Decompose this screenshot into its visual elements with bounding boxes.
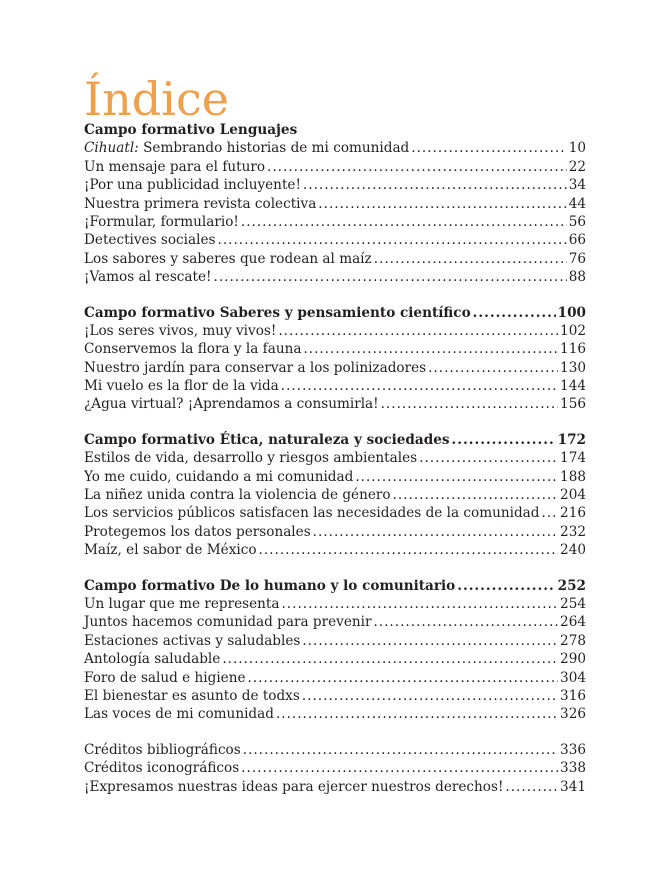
toc-entry[interactable] bbox=[84, 705, 586, 723]
toc-entry-text: ¡Los seres vivos, muy vivos! bbox=[84, 322, 277, 339]
toc-entry-text: Un mensaje para el futuro bbox=[84, 158, 266, 175]
toc-entry-page: 326 bbox=[560, 706, 586, 723]
section-heading-label: Campo formativo Lenguajes bbox=[84, 122, 298, 138]
toc-entry-page: 341 bbox=[560, 778, 586, 795]
toc-section bbox=[84, 741, 586, 796]
toc-entry-page: 316 bbox=[560, 687, 586, 704]
toc-entry-text: Créditos iconográficos bbox=[84, 760, 240, 777]
toc-entry-text: Sembrando historias de mi comunidad bbox=[138, 140, 410, 157]
toc-entry[interactable] bbox=[84, 595, 586, 613]
toc-entry-text: ¡Vamos al rescate! bbox=[84, 269, 212, 286]
toc-entry-text: Antología saludable bbox=[84, 651, 221, 668]
dot-leader bbox=[428, 359, 558, 377]
dot-leader bbox=[411, 139, 566, 157]
toc-entry-text: Estaciones activas y saludables bbox=[84, 632, 301, 649]
toc-entry[interactable] bbox=[84, 759, 586, 777]
toc-entry-text: ¡Por una publicidad incluyente! bbox=[84, 177, 301, 194]
section-heading-label: Campo formativo De lo humano y lo comunitario bbox=[84, 577, 456, 594]
toc-entry[interactable] bbox=[84, 322, 586, 340]
toc-entry[interactable] bbox=[84, 632, 586, 650]
section-heading-page: 100 bbox=[557, 304, 586, 321]
toc-entry[interactable] bbox=[84, 377, 586, 395]
toc-entry-italic-prefix: Cihuatl: bbox=[84, 140, 139, 157]
toc-entry[interactable] bbox=[84, 741, 586, 759]
toc-entry-label bbox=[84, 613, 371, 631]
toc-entry-page: 204 bbox=[560, 487, 586, 504]
toc-entry[interactable] bbox=[84, 139, 586, 157]
toc-entry[interactable] bbox=[84, 650, 586, 668]
toc-entry[interactable] bbox=[84, 395, 586, 413]
toc-entry[interactable] bbox=[84, 541, 586, 559]
toc-entry-text: Nuestro jardín para conservar a los polinizadores bbox=[84, 359, 427, 376]
section-heading-page: 172 bbox=[557, 431, 586, 448]
toc-section bbox=[84, 431, 586, 560]
dot-leader bbox=[373, 613, 558, 631]
section-heading-label: Campo formativo Saberes y pensamiento científico bbox=[84, 304, 471, 321]
dot-leader bbox=[313, 523, 558, 541]
dot-leader bbox=[243, 741, 558, 759]
toc-entry-page: 130 bbox=[560, 359, 586, 376]
toc-entry-page: 216 bbox=[560, 505, 586, 522]
toc-entry[interactable] bbox=[84, 213, 586, 231]
dot-leader bbox=[302, 687, 558, 705]
dot-leader bbox=[276, 705, 558, 723]
toc-entry-label bbox=[84, 395, 379, 413]
dot-leader bbox=[278, 322, 558, 340]
dot-leader bbox=[457, 577, 555, 595]
dot-leader bbox=[374, 250, 567, 268]
toc-entry-text: Yo me cuido, cuidando a mi comunidad bbox=[84, 468, 354, 485]
toc-entry-text: Maíz, el sabor de México bbox=[84, 542, 257, 559]
toc-entry-label bbox=[84, 468, 353, 486]
toc-entry[interactable] bbox=[84, 468, 586, 486]
dot-leader bbox=[241, 759, 558, 777]
section-heading-page: 252 bbox=[557, 577, 586, 594]
toc-entry-label bbox=[84, 541, 257, 559]
toc-entry-label bbox=[84, 377, 279, 395]
toc-entry-page: 278 bbox=[560, 632, 586, 649]
toc-entry-page: 102 bbox=[560, 322, 586, 339]
toc-entry[interactable] bbox=[84, 486, 586, 504]
dot-leader bbox=[318, 195, 566, 213]
toc-entry[interactable] bbox=[84, 176, 586, 194]
toc-entry-text: Las voces de mi comunidad bbox=[84, 706, 274, 723]
section-heading[interactable] bbox=[84, 304, 586, 322]
toc-entry-text: Estilos de vida, desarrollo y riesgos ambientales bbox=[84, 450, 418, 467]
toc-entry-page: 56 bbox=[568, 213, 586, 230]
toc-entry-label bbox=[84, 523, 311, 541]
dot-leader bbox=[473, 304, 556, 322]
dot-leader bbox=[303, 176, 567, 194]
toc-entry-page: 188 bbox=[560, 468, 586, 485]
toc-entry-page: 144 bbox=[560, 378, 586, 395]
toc-entry-page: 66 bbox=[568, 232, 586, 249]
toc-entry[interactable] bbox=[84, 449, 586, 467]
toc-entry-label bbox=[84, 504, 539, 522]
toc-entry-label bbox=[84, 322, 276, 340]
toc-entry-text: ¿Agua virtual? ¡Aprendamos a consumirla! bbox=[84, 396, 379, 413]
dot-leader bbox=[541, 504, 558, 522]
dot-leader bbox=[259, 541, 559, 559]
toc-entry-page: 156 bbox=[560, 396, 586, 413]
toc-entry-text: Conservemos la flora y la fauna bbox=[84, 341, 302, 358]
toc-entry-label bbox=[84, 669, 246, 687]
toc-entry-page: 174 bbox=[560, 450, 586, 467]
toc-section bbox=[84, 577, 586, 724]
toc-entry[interactable] bbox=[84, 778, 586, 796]
toc-entry-label bbox=[84, 340, 301, 358]
toc-entry-label bbox=[84, 778, 503, 796]
toc-entry-label bbox=[84, 213, 239, 231]
dot-leader bbox=[393, 486, 558, 504]
dot-leader bbox=[303, 340, 558, 358]
dot-leader bbox=[505, 778, 558, 796]
toc-entry-text: Nuestra primera revista colectiva bbox=[84, 195, 317, 212]
dot-leader bbox=[281, 377, 558, 395]
section-heading-label: Campo formativo Ética, naturaleza y sociedades bbox=[84, 431, 450, 448]
toc-entry[interactable] bbox=[84, 359, 586, 377]
toc-entry-text: La niñez unida contra la violencia de género bbox=[84, 487, 391, 504]
toc-entry-label bbox=[84, 250, 372, 268]
toc-entry-label bbox=[84, 195, 316, 213]
toc-entry-page: 44 bbox=[568, 195, 586, 212]
dot-leader bbox=[419, 449, 558, 467]
table-of-contents bbox=[84, 121, 586, 813]
toc-section bbox=[84, 121, 586, 287]
toc-entry-page: 22 bbox=[568, 158, 586, 175]
toc-entry-page: 240 bbox=[560, 542, 586, 559]
toc-entry-page: 88 bbox=[568, 269, 586, 286]
toc-entry-label bbox=[84, 359, 426, 377]
toc-entry[interactable] bbox=[84, 613, 586, 631]
dot-leader bbox=[452, 431, 556, 449]
toc-entry-text: Créditos bibliográficos bbox=[84, 741, 241, 758]
toc-entry[interactable] bbox=[84, 687, 586, 705]
toc-entry-label bbox=[84, 687, 300, 705]
toc-entry-label bbox=[84, 176, 301, 194]
toc-entry-label bbox=[84, 268, 212, 286]
toc-entry-text: ¡Formular, formulario! bbox=[84, 213, 239, 230]
toc-entry-text: Detectives sociales bbox=[84, 232, 216, 249]
toc-entry-label bbox=[84, 486, 391, 504]
toc-entry-text: Juntos hacemos comunidad para prevenir bbox=[84, 614, 372, 631]
toc-entry-page: 336 bbox=[560, 741, 586, 758]
section-heading[interactable] bbox=[84, 121, 586, 139]
toc-entry-text: Mi vuelo es la flor de la vida bbox=[84, 378, 279, 395]
toc-entry-label bbox=[84, 139, 409, 157]
toc-entry[interactable] bbox=[84, 268, 586, 286]
toc-section bbox=[84, 304, 586, 414]
toc-entry-text: ¡Expresamos nuestras ideas para ejercer nuestros derechos! bbox=[84, 778, 504, 795]
dot-leader bbox=[222, 650, 558, 668]
toc-entry-page: 290 bbox=[560, 651, 586, 668]
toc-entry-label bbox=[84, 759, 239, 777]
section-heading[interactable] bbox=[84, 431, 586, 449]
toc-entry[interactable] bbox=[84, 195, 586, 213]
toc-entry-text: Foro de salud e higiene bbox=[84, 669, 246, 686]
dot-leader bbox=[248, 669, 559, 687]
dot-leader bbox=[302, 632, 558, 650]
toc-entry-page: 76 bbox=[568, 250, 586, 267]
section-heading[interactable] bbox=[84, 577, 586, 595]
toc-entry-label bbox=[84, 449, 417, 467]
dot-leader bbox=[281, 595, 558, 613]
toc-entry-text: Un lugar que me representa bbox=[84, 595, 280, 612]
toc-entry-label bbox=[84, 158, 265, 176]
toc-entry[interactable] bbox=[84, 669, 586, 687]
toc-entry-text: Los sabores y saberes que rodean al maíz bbox=[84, 250, 372, 267]
toc-entry[interactable] bbox=[84, 504, 586, 522]
toc-entry[interactable] bbox=[84, 158, 586, 176]
toc-entry-label bbox=[84, 632, 300, 650]
toc-entry-page: 34 bbox=[568, 177, 586, 194]
toc-entry-page: 338 bbox=[560, 760, 586, 777]
toc-entry-page: 254 bbox=[560, 595, 586, 612]
dot-leader bbox=[381, 395, 558, 413]
page-title: Índice bbox=[84, 71, 229, 126]
dot-leader bbox=[241, 213, 567, 231]
toc-entry-label bbox=[84, 650, 220, 668]
toc-entry-page: 116 bbox=[560, 341, 586, 358]
toc-entry-label bbox=[84, 741, 241, 759]
toc-entry-page: 304 bbox=[560, 669, 586, 686]
toc-entry-label bbox=[84, 231, 216, 249]
toc-entry-page: 10 bbox=[568, 140, 586, 157]
toc-entry-text: El bienestar es asunto de todxs bbox=[84, 687, 300, 704]
toc-entry-text: Los servicios públicos satisfacen las necesidades de la comunidad bbox=[84, 505, 540, 522]
toc-entry[interactable] bbox=[84, 250, 586, 268]
toc-entry-label bbox=[84, 705, 274, 723]
toc-entry-label bbox=[84, 595, 279, 613]
toc-entry[interactable] bbox=[84, 231, 586, 249]
toc-entry[interactable] bbox=[84, 523, 586, 541]
toc-entry[interactable] bbox=[84, 340, 586, 358]
toc-entry-text: Protegemos los datos personales bbox=[84, 523, 311, 540]
dot-leader bbox=[267, 158, 567, 176]
toc-entry-page: 264 bbox=[560, 614, 586, 631]
dot-leader bbox=[214, 268, 567, 286]
dot-leader bbox=[218, 231, 567, 249]
dot-leader bbox=[355, 468, 558, 486]
toc-entry-page: 232 bbox=[560, 523, 586, 540]
